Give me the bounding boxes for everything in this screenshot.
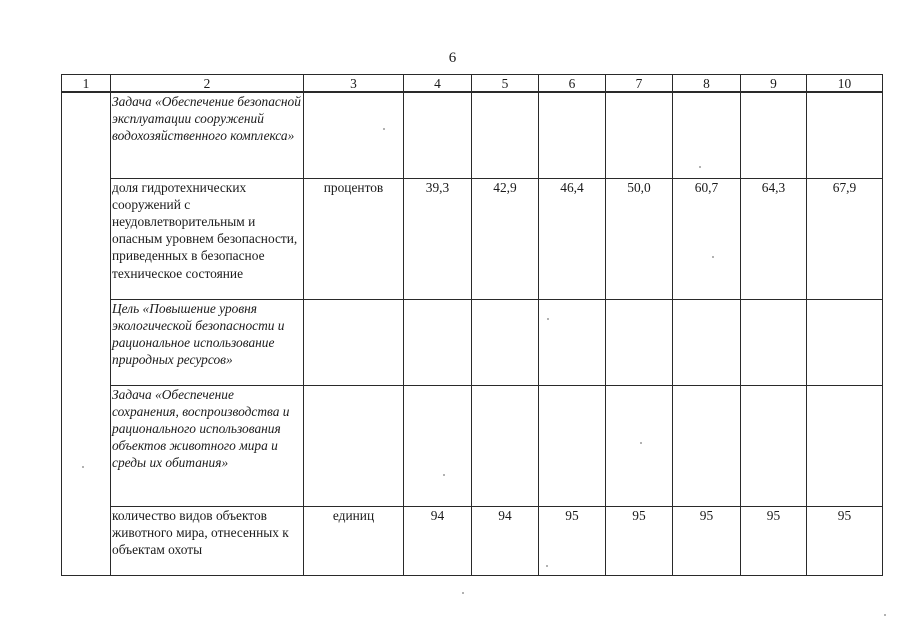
- header-cell-col-1: 1: [62, 75, 111, 93]
- value-cell: 46,4: [539, 178, 606, 299]
- header-cell-col-3: 3: [304, 75, 404, 93]
- table-row: [62, 178, 883, 299]
- value-cell: [606, 299, 673, 385]
- value-cell: 95: [741, 506, 807, 575]
- value-cell: [404, 299, 472, 385]
- unit-cell: [304, 385, 404, 506]
- value-cell: [741, 385, 807, 506]
- value-cell: [472, 92, 539, 178]
- value-cell: 60,7: [673, 178, 741, 299]
- indicator-description-cell: количество видов объектов животного мира, отнесенных к объектам охоты: [111, 506, 304, 575]
- indicator-description-cell: доля гидротехнических сооружений с неудовлетворительным и опасным уровнем безопасности, приведенных в безопасное техническое состояние: [111, 178, 304, 299]
- value-cell: 94: [472, 506, 539, 575]
- scan-speck: [383, 128, 385, 130]
- header-cell-col-9: 9: [741, 75, 807, 93]
- value-cell: [807, 385, 883, 506]
- value-cell: 95: [539, 506, 606, 575]
- indicator-table: [61, 74, 883, 576]
- header-cell-col-4: 4: [404, 75, 472, 93]
- scan-speck: [547, 318, 549, 320]
- value-cell: 95: [673, 506, 741, 575]
- value-cell: [404, 385, 472, 506]
- value-cell: 95: [807, 506, 883, 575]
- table-row: [62, 385, 883, 506]
- value-cell: [606, 385, 673, 506]
- value-cell: [539, 385, 606, 506]
- value-cell: [807, 92, 883, 178]
- value-cell: [741, 299, 807, 385]
- scan-speck: [712, 256, 714, 258]
- page-number: 6: [448, 50, 457, 66]
- value-cell: [673, 92, 741, 178]
- value-cell: 64,3: [741, 178, 807, 299]
- value-cell: [807, 299, 883, 385]
- index-cell: [62, 92, 111, 575]
- value-cell: 50,0: [606, 178, 673, 299]
- table-row: [62, 299, 883, 385]
- value-cell: [606, 92, 673, 178]
- value-cell: [539, 92, 606, 178]
- value-cell: [404, 92, 472, 178]
- header-cell-col-7: 7: [606, 75, 673, 93]
- value-cell: 39,3: [404, 178, 472, 299]
- scan-speck: [640, 442, 642, 444]
- scan-speck: [699, 166, 701, 168]
- value-cell: [472, 385, 539, 506]
- unit-cell: единиц: [304, 506, 404, 575]
- header-cell-col-2: 2: [111, 75, 304, 93]
- task-description-cell: Задача «Обеспечение безопасной эксплуатации сооружений водохозяйственного комплекса»: [111, 92, 304, 178]
- unit-cell: процентов: [304, 178, 404, 299]
- value-cell: [741, 92, 807, 178]
- scan-speck: [443, 474, 445, 476]
- header-cell-col-6: 6: [539, 75, 606, 93]
- value-cell: 95: [606, 506, 673, 575]
- value-cell: 94: [404, 506, 472, 575]
- scan-speck: [546, 565, 548, 567]
- table-row: [62, 92, 883, 178]
- header-cell-col-5: 5: [472, 75, 539, 93]
- value-cell: [673, 385, 741, 506]
- unit-cell: [304, 92, 404, 178]
- task-description-cell: Задача «Обеспечение сохранения, воспроизводства и рационального использования объектов животного мира и среды их обитания»: [111, 385, 304, 506]
- value-cell: [472, 299, 539, 385]
- header-cell-col-8: 8: [673, 75, 741, 93]
- value-cell: [539, 299, 606, 385]
- goal-description-cell: Цель «Повышение уровня экологической безопасности и рациональное использование природных ресурсов»: [111, 299, 304, 385]
- table-row: [62, 506, 883, 575]
- scan-speck: [82, 466, 84, 468]
- header-row: [62, 75, 883, 93]
- value-cell: 42,9: [472, 178, 539, 299]
- value-cell: 67,9: [807, 178, 883, 299]
- scan-speck: [462, 592, 464, 594]
- header-cell-col-10: 10: [807, 75, 883, 93]
- scan-speck: [884, 614, 886, 616]
- unit-cell: [304, 299, 404, 385]
- value-cell: [673, 299, 741, 385]
